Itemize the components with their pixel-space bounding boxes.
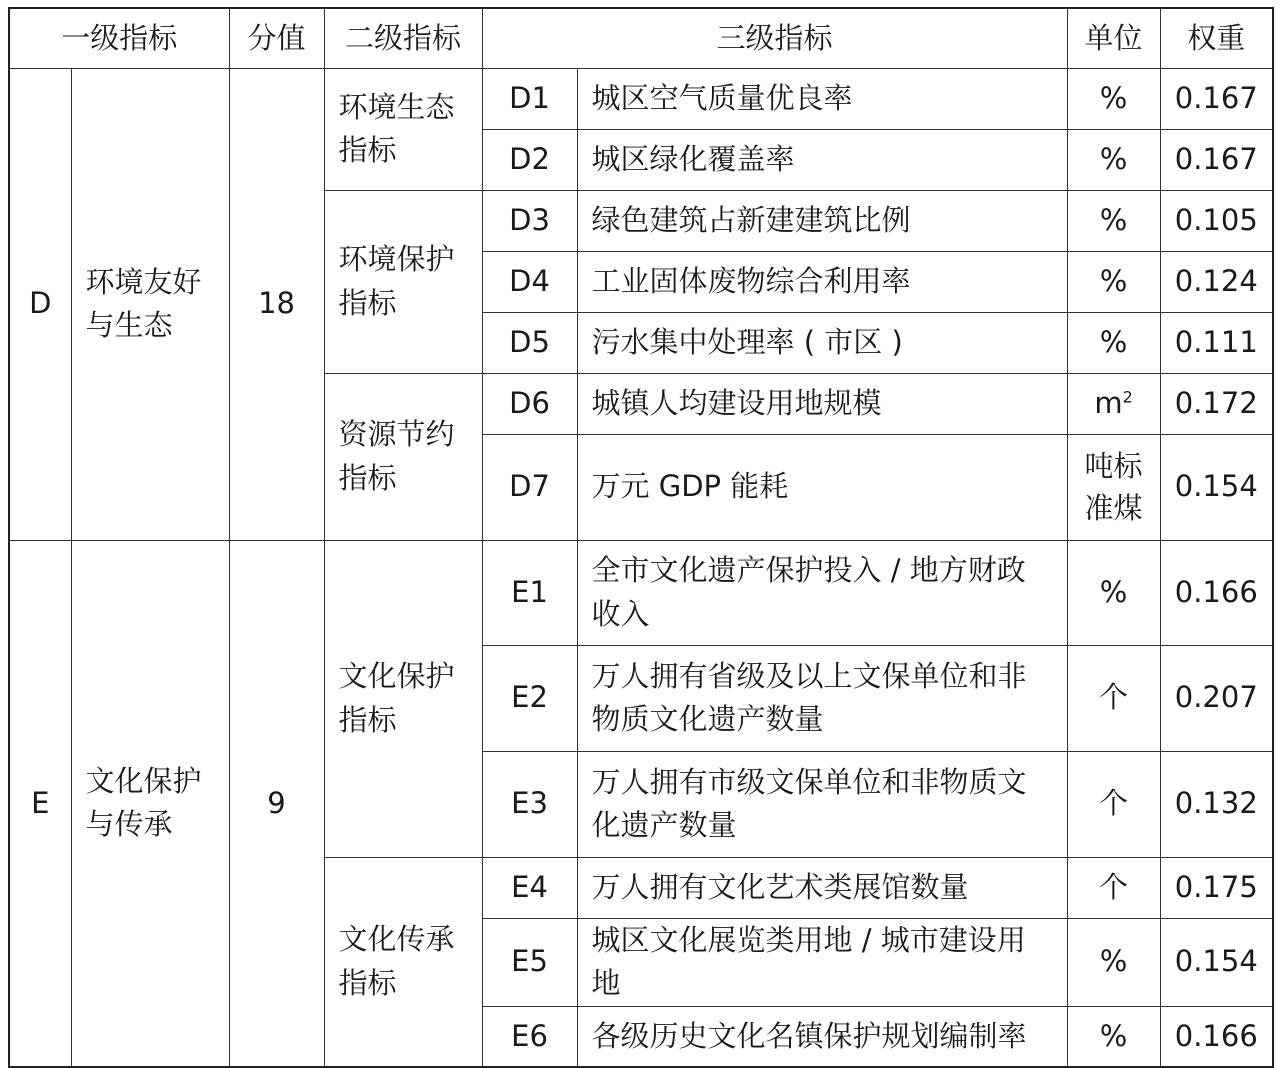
group-score-e: 9 bbox=[229, 540, 324, 1067]
row-weight: 0.166 bbox=[1160, 1006, 1273, 1067]
row-name: 万人拥有省级及以上文保单位和非物质文化遗产数量 bbox=[577, 645, 1067, 751]
row-weight: 0.167 bbox=[1160, 68, 1273, 129]
header-weight: 权重 bbox=[1160, 8, 1273, 68]
row-unit: 个 bbox=[1067, 645, 1160, 751]
header-level1: 一级指标 bbox=[9, 8, 229, 68]
row-code: D4 bbox=[482, 251, 577, 312]
row-unit: % bbox=[1067, 251, 1160, 312]
row-code: D2 bbox=[482, 129, 577, 190]
unit-base: m bbox=[1094, 385, 1123, 420]
row-name: 城区文化展览类用地 / 城市建设用地 bbox=[577, 918, 1067, 1006]
row-unit: % bbox=[1067, 918, 1160, 1006]
row-code: D1 bbox=[482, 68, 577, 129]
row-code: D7 bbox=[482, 434, 577, 540]
row-name: 全市文化遗产保护投入 / 地方财政收入 bbox=[577, 540, 1067, 645]
header-unit: 单位 bbox=[1067, 8, 1160, 68]
row-name: 万人拥有文化艺术类展馆数量 bbox=[577, 857, 1067, 918]
row-code: E5 bbox=[482, 918, 577, 1006]
row-name: 城镇人均建设用地规模 bbox=[577, 373, 1067, 434]
subgroup-name-e-inherit: 文化传承指标 bbox=[324, 857, 482, 1067]
row-weight: 0.154 bbox=[1160, 918, 1273, 1006]
row-code: E4 bbox=[482, 857, 577, 918]
row-unit: % bbox=[1067, 129, 1160, 190]
row-code: D6 bbox=[482, 373, 577, 434]
header-level2: 二级指标 bbox=[324, 8, 482, 68]
group-code-e: E bbox=[9, 540, 71, 1067]
row-unit: 个 bbox=[1067, 751, 1160, 857]
group-name-d: 环境友好与生态 bbox=[71, 68, 229, 540]
row-unit: % bbox=[1067, 68, 1160, 129]
row-code: D3 bbox=[482, 190, 577, 251]
header-score: 分值 bbox=[229, 8, 324, 68]
row-weight: 0.167 bbox=[1160, 129, 1273, 190]
row-code: E1 bbox=[482, 540, 577, 645]
row-unit: % bbox=[1067, 312, 1160, 373]
row-unit bbox=[1067, 373, 1160, 434]
row-name: 工业固体废物综合利用率 bbox=[577, 251, 1067, 312]
row-name: 各级历史文化名镇保护规划编制率 bbox=[577, 1006, 1067, 1067]
row-name: 万元 GDP 能耗 bbox=[577, 434, 1067, 540]
indicator-table bbox=[8, 7, 1274, 1068]
row-code: D5 bbox=[482, 312, 577, 373]
row-weight: 0.105 bbox=[1160, 190, 1273, 251]
unit-superscript: 2 bbox=[1122, 387, 1133, 407]
row-code: E6 bbox=[482, 1006, 577, 1067]
row-code: E3 bbox=[482, 751, 577, 857]
header-row bbox=[9, 8, 1273, 68]
row-weight: 0.124 bbox=[1160, 251, 1273, 312]
row-unit: 个 bbox=[1067, 857, 1160, 918]
subgroup-name-d-protect: 环境保护指标 bbox=[324, 190, 482, 373]
row-name: 万人拥有市级文保单位和非物质文化遗产数量 bbox=[577, 751, 1067, 857]
row-unit: % bbox=[1067, 540, 1160, 645]
row-name: 城区空气质量优良率 bbox=[577, 68, 1067, 129]
subgroup-name-d-eco: 环境生态指标 bbox=[324, 68, 482, 190]
table-row bbox=[9, 68, 1273, 129]
row-weight: 0.207 bbox=[1160, 645, 1273, 751]
row-weight: 0.111 bbox=[1160, 312, 1273, 373]
row-name: 绿色建筑占新建建筑比例 bbox=[577, 190, 1067, 251]
row-unit: % bbox=[1067, 1006, 1160, 1067]
subgroup-name-d-resource: 资源节约指标 bbox=[324, 373, 482, 540]
row-code: E2 bbox=[482, 645, 577, 751]
subgroup-name-e-protect: 文化保护指标 bbox=[324, 540, 482, 857]
row-weight: 0.154 bbox=[1160, 434, 1273, 540]
row-name: 污水集中处理率 ( 市区 ) bbox=[577, 312, 1067, 373]
header-level3: 三级指标 bbox=[482, 8, 1067, 68]
row-name: 城区绿化覆盖率 bbox=[577, 129, 1067, 190]
row-unit: 吨标准煤 bbox=[1067, 434, 1160, 540]
group-score-d: 18 bbox=[229, 68, 324, 540]
row-weight: 0.175 bbox=[1160, 857, 1273, 918]
group-name-e: 文化保护与传承 bbox=[71, 540, 229, 1067]
row-unit: % bbox=[1067, 190, 1160, 251]
group-code-d: D bbox=[9, 68, 71, 540]
row-weight: 0.166 bbox=[1160, 540, 1273, 645]
table-row bbox=[9, 540, 1273, 645]
row-weight: 0.172 bbox=[1160, 373, 1273, 434]
row-weight: 0.132 bbox=[1160, 751, 1273, 857]
